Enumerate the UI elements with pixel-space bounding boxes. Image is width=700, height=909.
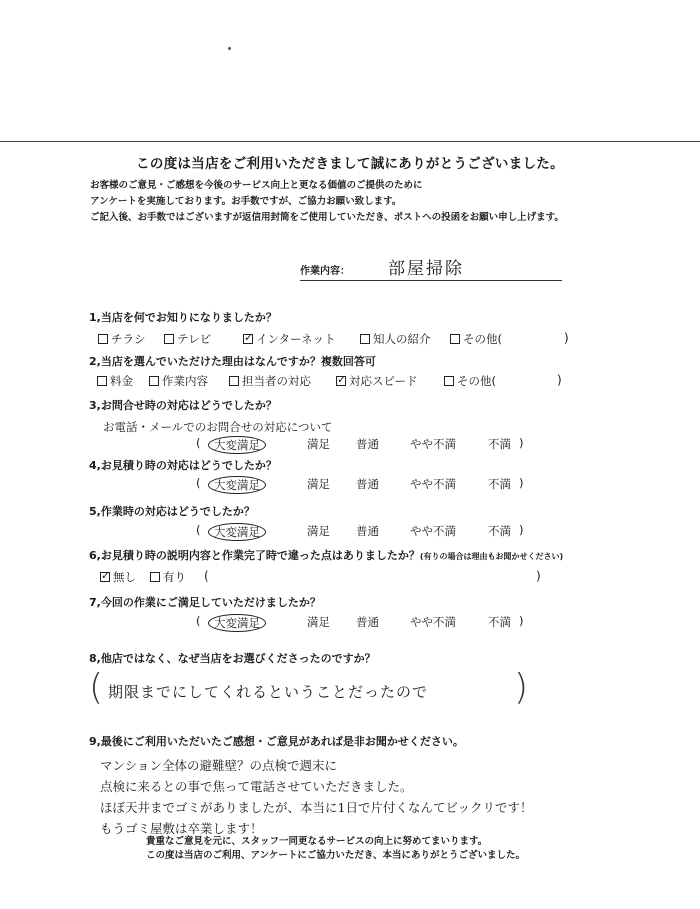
scale-option[interactable]: やや不満 <box>410 477 456 491</box>
scale-option[interactable]: 不満 <box>488 477 511 491</box>
scale-option[interactable]: やや不満 <box>410 524 456 538</box>
checkbox[interactable] <box>97 376 107 386</box>
checkbox-checked[interactable] <box>336 376 346 386</box>
work-content-label: 作業内容： <box>300 266 350 277</box>
checkbox[interactable] <box>360 334 370 344</box>
q9-answer-line: もうゴミ屋敷は卒業します！ <box>100 821 263 836</box>
q7-question: 7,今回の作業にご満足していただけましたか？ <box>89 596 321 609</box>
q2-question: 2,当店を選んでいただけた理由はなんですか？複数回答可 <box>89 355 376 368</box>
q2-option[interactable]: 作業内容 <box>149 373 208 389</box>
q6-question <box>89 547 563 563</box>
footer-line: 貴重なご意見を元に、スタッフ一同更なるサービスの向上に努めてまいります。 <box>146 836 488 847</box>
scale-option-selected[interactable]: 大変満足 <box>208 436 266 454</box>
separator-line <box>0 141 700 142</box>
stray-mark <box>228 47 231 50</box>
scale-option[interactable]: やや不満 <box>410 615 456 629</box>
q2-option[interactable]: 担当者の対応 <box>229 373 311 389</box>
scale-close: ) <box>519 436 524 450</box>
q8-bracket-close: ) <box>514 667 529 708</box>
checkbox[interactable] <box>98 334 108 344</box>
survey-footer <box>146 835 525 863</box>
q1-option[interactable]: その他( <box>450 331 502 347</box>
scale-option-selected[interactable]: 大変満足 <box>208 523 266 541</box>
q8-answer[interactable]: 期限までにしてくれるということだったので <box>108 683 429 701</box>
q4-question: 4,お見積り時の対応はどうでしたか？ <box>89 459 277 472</box>
q6-question-text: 6,お見積り時の説明内容と作業完了時で違った点はありましたか？ <box>89 549 420 562</box>
work-content-field[interactable] <box>300 254 562 281</box>
scale-close: ) <box>519 476 524 490</box>
q2-option[interactable]: その他( <box>444 373 496 389</box>
scale-option-selected[interactable]: 大変満足 <box>208 614 266 632</box>
scale-option[interactable]: 不満 <box>488 615 511 629</box>
q8-bracket-open: ( <box>89 667 104 708</box>
q6-note: (有りの場合は理由もお聞かせください) <box>419 552 564 561</box>
checkbox[interactable] <box>444 376 454 386</box>
checkbox[interactable] <box>150 572 160 582</box>
q6-reason-close: ) <box>536 569 541 583</box>
q1-question: 1,当店を何でお知りになりましたか？ <box>89 311 277 324</box>
q3-question: 3,お問合せ時の対応はどうでしたか？ <box>89 399 277 412</box>
q2-option[interactable]: 料金 <box>97 373 133 389</box>
q9-question: 9,最後にご利用いただいたご感想・ご意見があれば是非お聞かせください。 <box>89 735 464 748</box>
q9-answer-line: マンション全体の避難壁？の点検で週末に <box>100 758 337 773</box>
scale-open: ( <box>196 476 201 490</box>
scale-option[interactable]: 普通 <box>356 615 379 629</box>
scale-option-selected[interactable]: 大変満足 <box>208 476 266 494</box>
q9-answer-line: ほぼ天井までゴミがありましたが、本当に1日で片付くなんてビックリです！ <box>100 800 533 815</box>
scale-option[interactable]: 普通 <box>356 477 379 491</box>
q6-reason-open: ( <box>204 569 209 583</box>
intro-line: アンケートを実施しております。お手数ですが、ご協力お願い致します。 <box>90 196 402 207</box>
q1-other-close: ) <box>564 331 569 345</box>
q1-option[interactable]: テレビ <box>164 331 211 347</box>
scale-close: ) <box>519 614 524 628</box>
survey-title: この度は当店をご利用いただきまして誠にありがとうございました。 <box>136 156 564 172</box>
q2-other-close: ) <box>557 373 562 387</box>
survey-intro <box>90 178 650 226</box>
intro-line: お客様のご意見・ご感想を今後のサービス向上と更なる価値のご提供のために <box>90 180 423 191</box>
q3-scale <box>196 436 526 454</box>
q2-option[interactable]: ✓ 対応スピード <box>336 373 418 389</box>
scale-open: ( <box>196 436 201 450</box>
q9-answer[interactable] <box>100 755 532 839</box>
checkbox[interactable] <box>450 334 460 344</box>
q1-option[interactable]: チラシ <box>98 331 146 347</box>
scale-option[interactable]: 満足 <box>307 524 330 538</box>
checkbox-checked[interactable] <box>100 572 110 582</box>
q5-scale <box>196 523 526 541</box>
q7-scale <box>196 614 526 632</box>
q4-scale <box>196 476 526 494</box>
q1-option[interactable]: ✓ インターネット <box>243 331 335 347</box>
scale-open: ( <box>196 523 201 537</box>
scale-close: ) <box>519 523 524 537</box>
scale-option[interactable]: 満足 <box>307 477 330 491</box>
checkbox[interactable] <box>229 376 239 386</box>
q6-option[interactable]: 有り <box>150 569 186 585</box>
scale-option[interactable]: 満足 <box>307 615 330 629</box>
footer-line: この度は当店のご利用、アンケートにご協力いただき、本当にありがとうございました。 <box>146 850 526 861</box>
q6-option[interactable]: ✓ 無し <box>100 569 136 585</box>
scale-option[interactable]: 不満 <box>488 437 511 451</box>
scale-option[interactable]: 普通 <box>356 437 379 451</box>
q9-answer-line: 点検に来るとの事で焦って電話させていただきました。 <box>100 779 413 794</box>
checkbox[interactable] <box>164 334 174 344</box>
q8-question: 8,他店ではなく、なぜ当店をお選びくださったのですか？ <box>89 652 376 665</box>
scale-option[interactable]: 不満 <box>488 524 511 538</box>
checkbox-checked[interactable] <box>243 334 253 344</box>
scale-option[interactable]: 普通 <box>356 524 379 538</box>
checkbox[interactable] <box>149 376 159 386</box>
q1-option[interactable]: 知人の紹介 <box>360 331 431 347</box>
q3-subquestion: お電話・メールでのお問合せの対応について <box>103 420 333 434</box>
work-content-value: 部屋掃除 <box>388 259 464 279</box>
q5-question: 5,作業時の対応はどうでしたか？ <box>89 505 255 518</box>
scale-option[interactable]: やや不満 <box>410 437 456 451</box>
scale-option[interactable]: 満足 <box>307 437 330 451</box>
intro-line: ご記入後、お手数ではございますが返信用封筒をご使用していただき、ポストへの投函をお願い申し上げます。 <box>90 212 564 223</box>
scale-open: ( <box>196 614 201 628</box>
